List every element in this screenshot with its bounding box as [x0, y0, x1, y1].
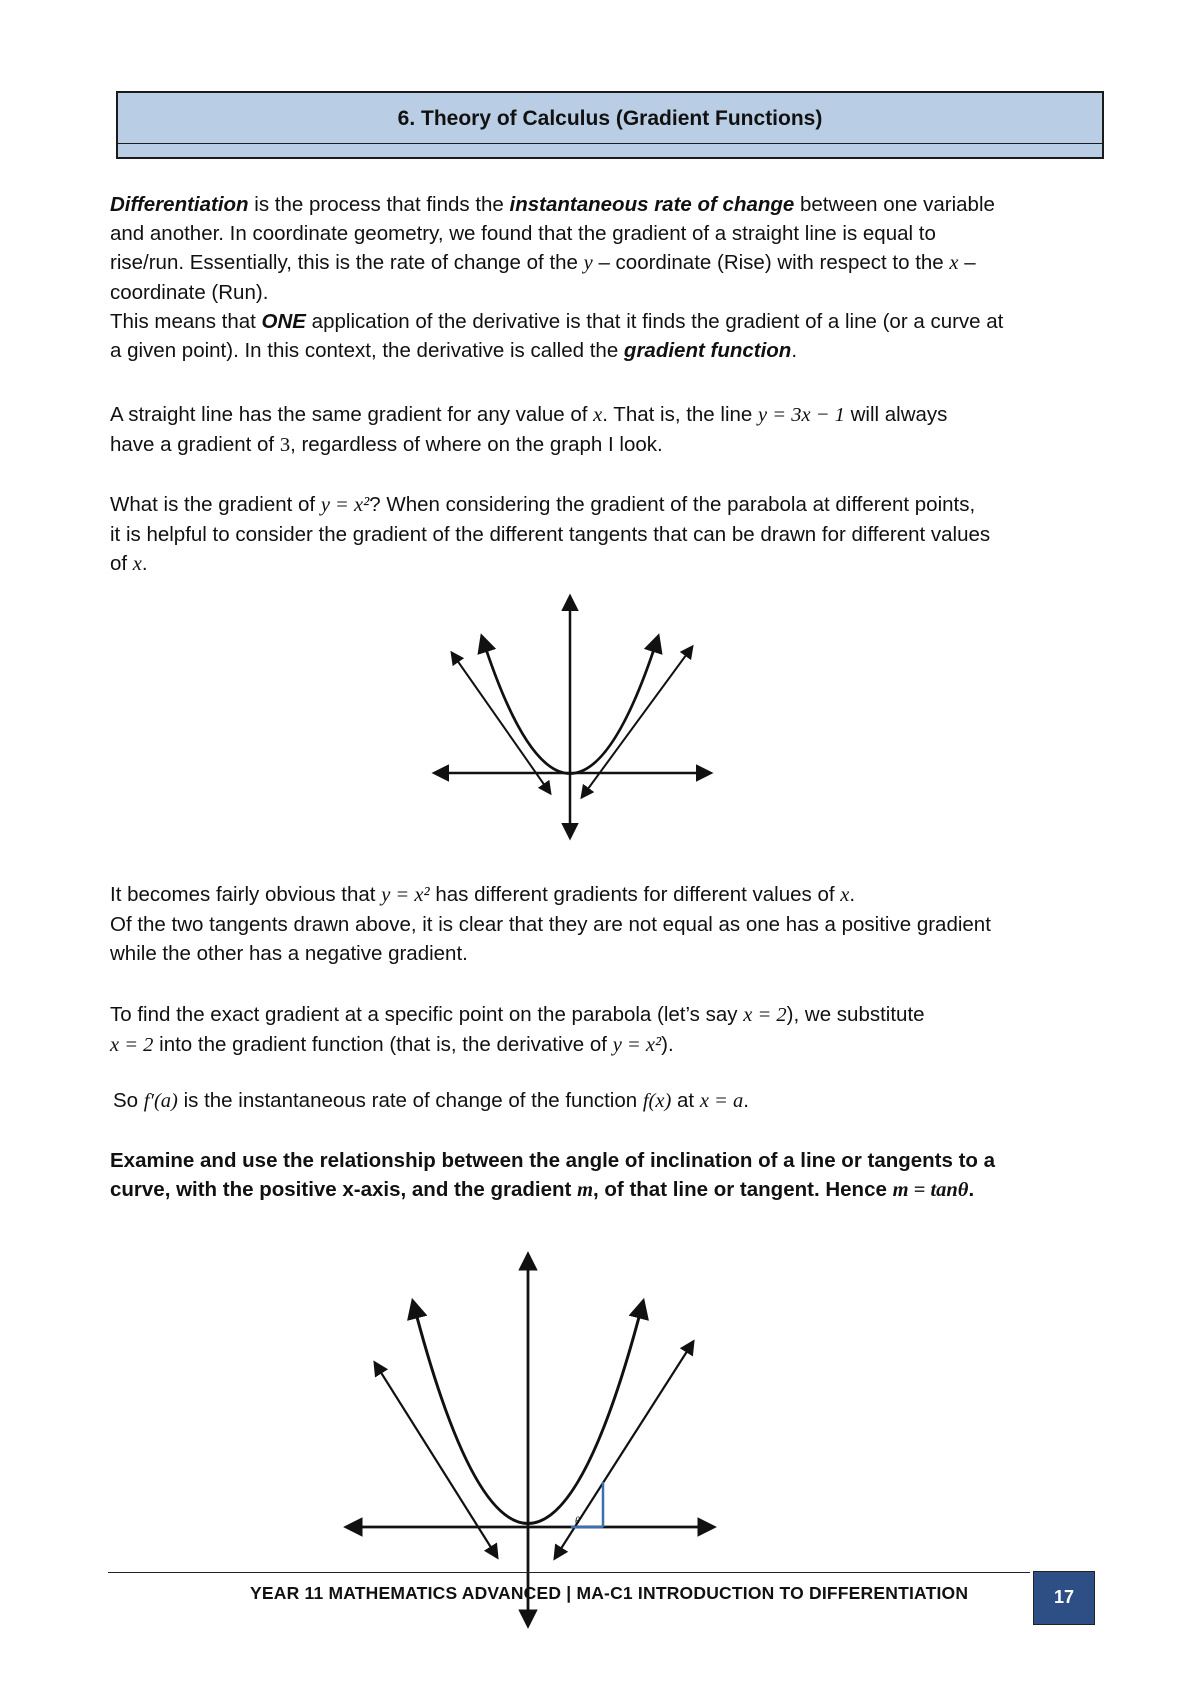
footer-divider [108, 1572, 1030, 1573]
paragraph-differentiation [110, 190, 1095, 365]
math-equation: y = x² [320, 494, 370, 516]
math-equation: y = x² [381, 884, 430, 906]
emphasis-one: ONE [261, 310, 306, 333]
text: has different gradients for different values of [429, 883, 841, 906]
text: It becomes fairly obvious that [110, 883, 382, 906]
term-instantaneous-rate: instantaneous rate of change [509, 193, 795, 216]
text: rise/run. Essentially, this is the rate of change of the [110, 251, 584, 274]
math: x [840, 884, 850, 906]
math-equation: y = 3x − 1 [758, 404, 845, 426]
tangent-line-positive [582, 647, 692, 797]
text: at [671, 1089, 700, 1112]
math-equation: m = tanθ [892, 1179, 969, 1201]
paragraph-straight-line [110, 400, 1095, 460]
paragraph-different-gradients [110, 880, 1095, 968]
text: This means that [110, 310, 262, 333]
text: . [849, 883, 856, 906]
text: curve, with the positive x-axis, and the gradient [110, 1178, 578, 1201]
math: x [949, 252, 959, 274]
text-line: coordinate (Run). [110, 281, 269, 304]
text-line: Examine and use the relationship between the angle of inclination of a line or tangents to a [110, 1149, 996, 1172]
text: , regardless of where on the graph I look. [290, 433, 663, 456]
page-number: 17 [1033, 1571, 1095, 1625]
math: x = 2 [110, 1034, 154, 1056]
text: ? When considering the gradient of the parabola at different points, [369, 493, 976, 516]
section-title: 6. Theory of Calculus (Gradient Functions) [397, 107, 823, 130]
text: – [958, 251, 976, 274]
section-title-box [116, 91, 1104, 159]
text: So [113, 1089, 144, 1112]
text-line: it is helpful to consider the gradient of the different tangents that can be drawn for different values [110, 523, 991, 546]
text: . [141, 552, 148, 575]
term-gradient-function: gradient function [623, 339, 792, 362]
paragraph-exact-gradient [110, 1000, 1095, 1060]
text: a given point). In this context, the derivative is called the [110, 339, 624, 362]
text: of [110, 552, 133, 575]
text: ), we substitute [786, 1003, 925, 1026]
text: . [743, 1089, 749, 1112]
text-line: and another. In coordinate geometry, we found that the gradient of a straight line is equal to [110, 222, 936, 245]
title-divider [118, 143, 1102, 144]
text: To find the exact gradient at a specific point on the parabola (let’s say [110, 1003, 744, 1026]
text: ). [661, 1033, 674, 1056]
math-equation: y = x² [612, 1034, 662, 1056]
text-line: Of the two tangents drawn above, it is clear that they are not equal as one has a positive gradient [110, 913, 991, 936]
term-differentiation: Differentiation [110, 193, 249, 216]
paragraph-angle-of-inclination [110, 1146, 1095, 1205]
text-line: while the other has a negative gradient. [110, 942, 468, 965]
parabola-tangents-figure [420, 585, 720, 845]
math: f′(a) [143, 1090, 178, 1112]
paragraph-parabola-question [110, 490, 1095, 579]
math: x = a [699, 1090, 744, 1112]
math: 3 [279, 434, 291, 456]
text: have a gradient of [110, 433, 280, 456]
text: A straight line has the same gradient for any value of [110, 403, 594, 426]
text: – coordinate (Rise) with respect to the [592, 251, 950, 274]
text: . That is, the line [602, 403, 759, 426]
footer-text: YEAR 11 MATHEMATICS ADVANCED | MA-C1 INTRODUCTION TO DIFFERENTIATION [250, 1583, 969, 1603]
text: between one variable [794, 193, 995, 216]
math: x [593, 404, 603, 426]
paragraph-f-prime [113, 1086, 1098, 1116]
text: . [791, 339, 798, 362]
text: . [968, 1178, 975, 1201]
text: is the instantaneous rate of change of the function [177, 1089, 643, 1112]
math: x [132, 553, 142, 575]
math: m [577, 1179, 594, 1201]
text: , of that line or tangent. Hence [593, 1178, 893, 1201]
math: x = 2 [743, 1004, 787, 1026]
angle-theta-label: θ [575, 1516, 580, 1527]
math: f(x) [642, 1090, 672, 1112]
text: application of the derivative is that it finds the gradient of a line (or a curve at [305, 310, 1004, 333]
text: into the gradient function (that is, the derivative of [153, 1033, 613, 1056]
text: will always [844, 403, 948, 426]
text: is the process that finds the [248, 193, 510, 216]
text: What is the gradient of [110, 493, 321, 516]
math: y [583, 252, 593, 274]
